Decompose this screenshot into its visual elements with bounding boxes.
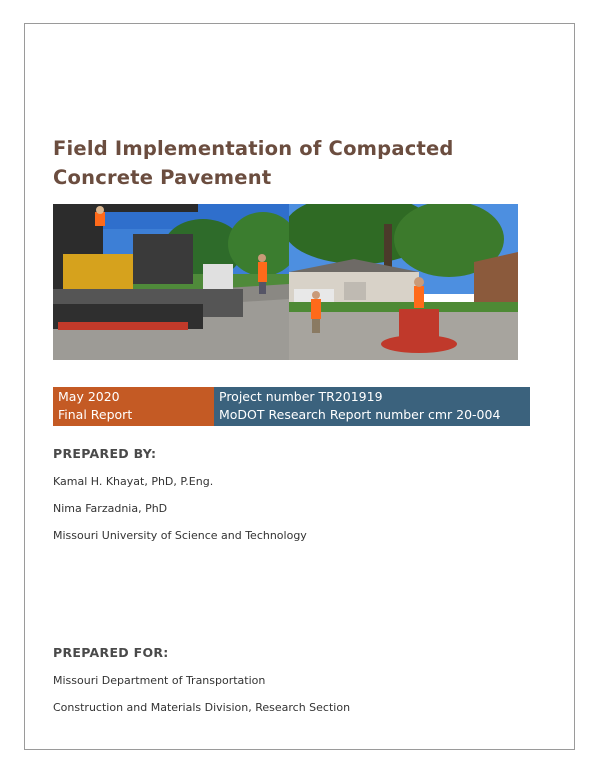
sponsor-division-line: Construction and Materials Division, Research Section	[53, 701, 351, 714]
research-report-number: MoDOT Research Report number cmr 20-004	[219, 407, 501, 422]
project-info-band	[214, 387, 530, 426]
author-line: Nima Farzadnia, PhD	[53, 502, 168, 515]
prepared-by-heading: PREPARED BY:	[53, 446, 157, 461]
paving-machine-photo	[53, 204, 289, 360]
report-title: Field Implementation of Compacted Concrete Pavement	[53, 137, 454, 189]
report-type: Final Report	[58, 407, 133, 422]
report-date: May 2020	[58, 389, 120, 404]
power-trowel-photo	[289, 204, 518, 360]
institution-line: Missouri University of Science and Technology	[53, 529, 307, 542]
prepared-for-heading: PREPARED FOR:	[53, 645, 169, 660]
project-number: Project number TR201919	[219, 389, 383, 404]
date-report-band	[53, 387, 214, 426]
sponsor-line: Missouri Department of Transportation	[53, 674, 266, 687]
author-line: Kamal H. Khayat, PhD, P.Eng.	[53, 475, 214, 488]
